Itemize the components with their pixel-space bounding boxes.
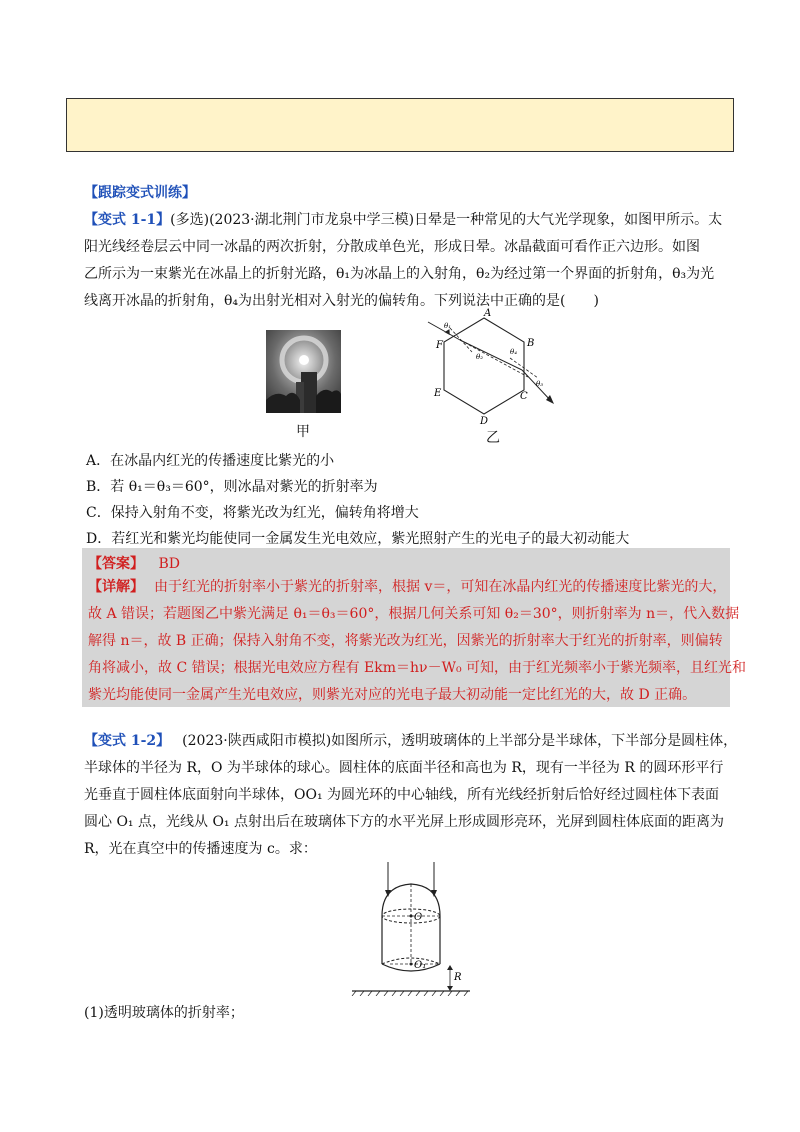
sub-question-1: (1)透明玻璃体的折射率； <box>84 1005 244 1021</box>
angle-label-theta2: θ₂ <box>476 353 484 361</box>
figure-hexagon-light-path <box>420 306 570 442</box>
vertex-label-a: A <box>484 308 492 319</box>
halo-photo-image <box>266 330 341 413</box>
distance-label-r: R <box>454 972 462 983</box>
option-b: B．若 θ₁＝θ₃＝60°，则冰晶对紫光的折射率为 <box>86 479 378 495</box>
angle-label-theta4: θ₄ <box>510 348 518 356</box>
explanation <box>88 574 747 709</box>
question-text-line: 乙所示为一束紫光在冰晶上的折射光路，θ₁为冰晶上的入射角，θ₂为经过第一个界面的折射角，θ₃为光 <box>84 266 715 282</box>
glass-body-diagram <box>350 860 472 996</box>
question-text-line: (2023·陕西咸阳市模拟)如图所示，透明玻璃体的上半部分是半球体，下半部分是圆柱体， <box>182 733 738 749</box>
vertex-label-b: B <box>527 338 535 349</box>
vertex-label-c: C <box>520 391 528 402</box>
vertex-label-d: D <box>480 416 489 427</box>
answer-value: BD <box>158 556 180 572</box>
hexagon-diagram <box>420 306 570 442</box>
angle-label-theta3: θ₃ <box>536 380 544 388</box>
question-label: 【变式 1-2】 <box>84 733 171 749</box>
question-label: 【变式 1-1】 <box>84 212 171 228</box>
question-1-2 <box>84 728 738 863</box>
angle-label-theta1: θ₁ <box>444 322 452 330</box>
question-text-line: (多选)(2023·湖北荆门市龙泉中学三模)日晕是一种常见的大气光学现象，如图甲所示。太 <box>170 212 723 228</box>
question-1-1 <box>84 207 724 315</box>
vertex-label-f: F <box>436 340 443 351</box>
question-text-line: 线离开冰晶的折射角，θ₄为出射光相对入射光的偏转角。下列说法中正确的是( ) <box>84 293 599 309</box>
explanation-line: 解得 n＝，故 B 正确；保持入射角不变，将紫光改为红光，因紫光的折射率大于红光的折射率，则偏转 <box>88 633 723 649</box>
section-heading: 【跟踪变式训练】 <box>84 185 196 201</box>
figure-halo-photo <box>266 330 341 413</box>
figure-glass-body <box>350 860 472 996</box>
question-text-line: R，光在真空中的传播速度为 c。求： <box>84 841 317 857</box>
vertex-label-e: E <box>434 388 442 399</box>
explanation-label: 【详解】 <box>88 579 144 595</box>
figure-caption-yi: 乙 <box>486 430 500 446</box>
option-a: A．在冰晶内红光的传播速度比紫光的小 <box>86 453 335 469</box>
center-label-o1: O₁ <box>414 960 427 971</box>
highlight-box <box>66 98 734 152</box>
option-d: D．若红光和紫光均能使同一金属发生光电效应，紫光照射产生的光电子的最大初动能大 <box>86 531 630 547</box>
explanation-line: 由于红光的折射率小于紫光的折射率，根据 v＝，可知在冰晶内红光的传播速度比紫光的大， <box>154 579 727 595</box>
question-text-line: 阳光线经卷层云中同一冰晶的两次折射，分散成单色光，形成日晕。冰晶截面可看作正六边形。如图 <box>84 239 700 255</box>
explanation-line: 故 A 错误；若题图乙中紫光满足 θ₁＝θ₃＝60°，根据几何关系可知 θ₂＝30°，则折射率为 n＝，代入数据 <box>88 606 740 622</box>
explanation-line: 紫光均能使同一金属产生光电效应，则紫光对应的光电子最大初动能一定比红光的大，故 D 正确。 <box>88 687 697 703</box>
question-text-line: 半球体的半径为 R，O 为半球体的球心。圆柱体的底面半径和高也为 R，现有一半径为 R 的圆环形平行 <box>84 760 724 776</box>
option-c: C．保持入射角不变，将紫光改为红光，偏转角将增大 <box>86 505 419 521</box>
answer-label: 【答案】 <box>88 556 144 572</box>
hexagon-shape <box>444 318 524 414</box>
figure-caption-jia: 甲 <box>296 424 310 440</box>
center-label-o: O <box>414 912 423 923</box>
question-text-line: 光垂直于圆柱体底面射向半球体，OO₁ 为圆光环的中心轴线，所有光线经折射后恰好经过圆柱体下表面 <box>84 787 720 803</box>
explanation-line: 角将减小，故 C 错误；根据光电效应方程有 Ekm＝hν－W₀ 可知，由于红光频率小于紫光频率，且红光和 <box>88 660 747 676</box>
question-text-line: 圆心 O₁ 点，光线从 O₁ 点射出后在玻璃体下方的水平光屏上形成圆形亮环，光屏到圆柱体底面的距离为 <box>84 814 724 830</box>
